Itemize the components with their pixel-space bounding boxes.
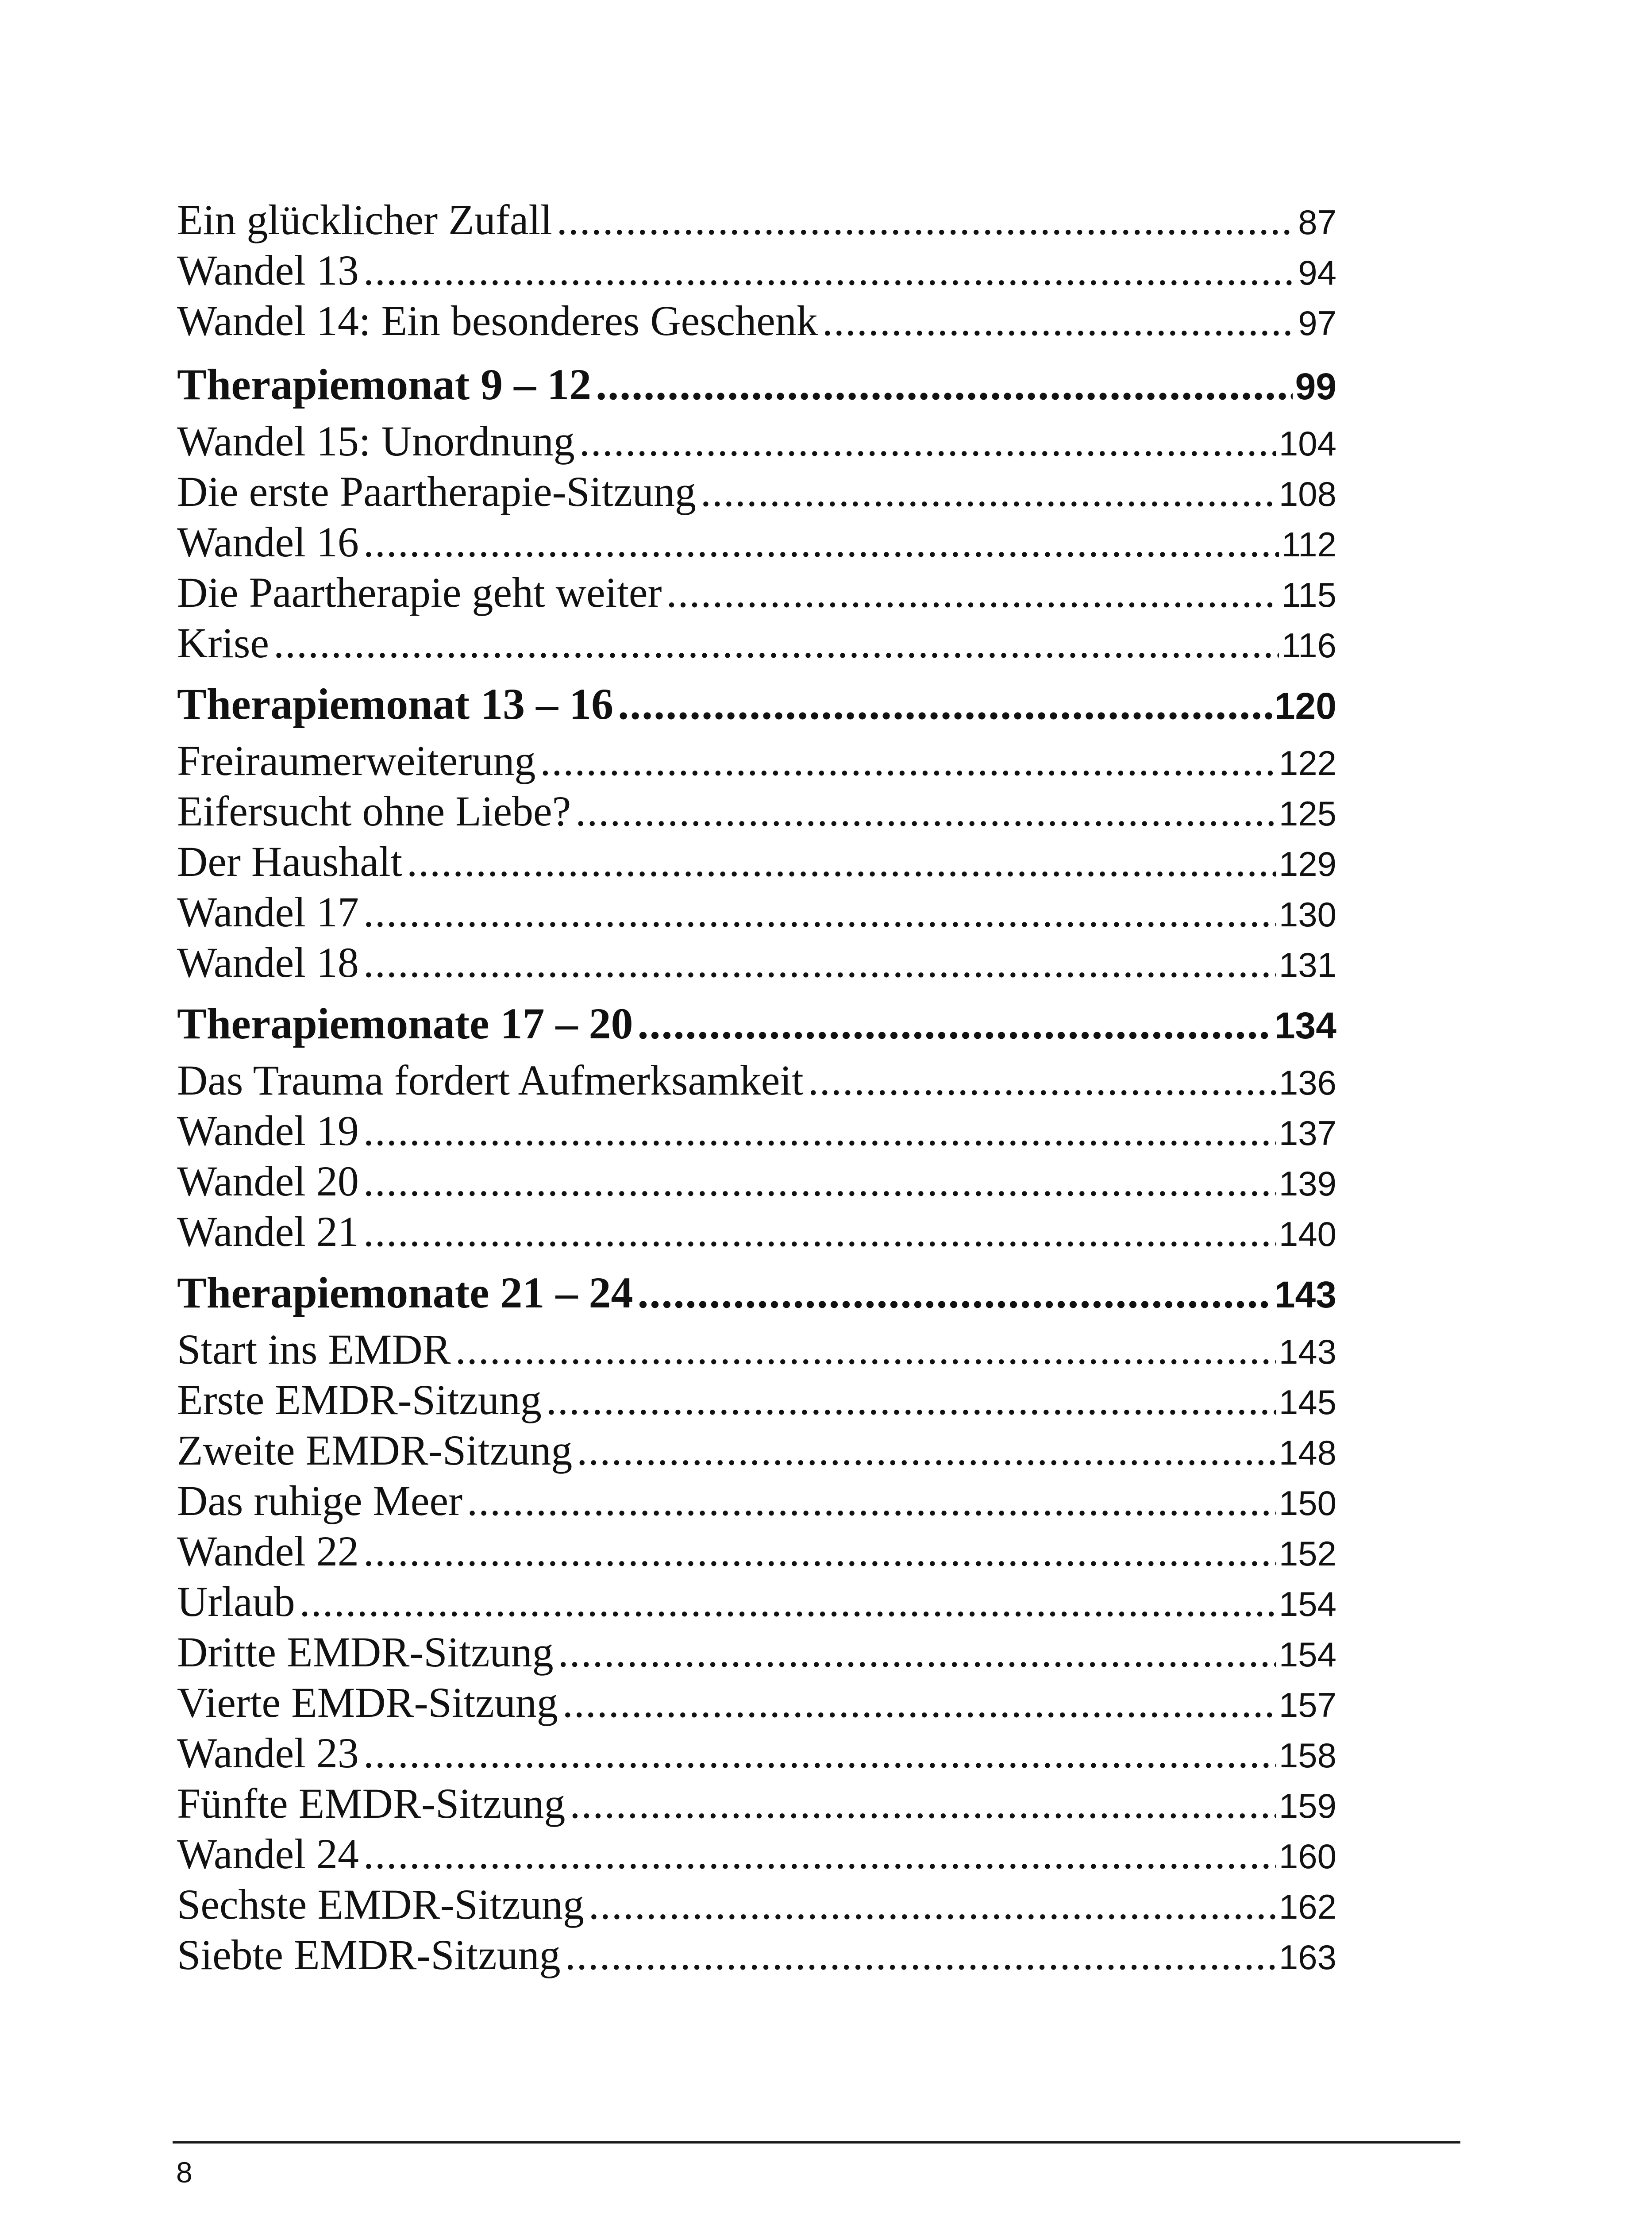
toc-entry xyxy=(177,1728,1336,1778)
toc-entry xyxy=(177,1526,1336,1577)
toc-entry-title: Therapiemonate 21 – 24 xyxy=(177,1268,633,1317)
dot-leader xyxy=(637,1268,1271,1318)
dot-leader xyxy=(363,1106,1276,1156)
dot-leader xyxy=(363,937,1276,988)
toc-entry-page: 158 xyxy=(1278,1736,1336,1775)
toc-entry-title: Therapiemonate 17 – 20 xyxy=(177,999,633,1048)
toc-entry xyxy=(177,1156,1336,1207)
toc-entry-title: Sechste EMDR-Sitzung xyxy=(177,1881,584,1928)
toc-entry-title: Das ruhige Meer xyxy=(177,1477,463,1524)
toc-entry-title: Die Paartherapie geht weiter xyxy=(177,569,662,616)
toc-entry-page: 99 xyxy=(1295,366,1336,407)
toc-entry-title: Vierte EMDR-Sitzung xyxy=(177,1679,558,1726)
toc-entry-page: 150 xyxy=(1278,1484,1336,1523)
dot-leader xyxy=(575,786,1276,837)
toc-entry-title: Zweite EMDR-Sitzung xyxy=(177,1426,573,1474)
dot-leader xyxy=(822,296,1295,346)
toc-entry-title: Das Trauma fordert Aufmerksamkeit xyxy=(177,1056,804,1104)
dot-leader xyxy=(666,567,1278,618)
toc-entry-title: Der Haushalt xyxy=(177,838,403,885)
toc-entry-page: 131 xyxy=(1278,945,1336,984)
toc-entry-title: Siebte EMDR-Sitzung xyxy=(177,1931,561,1978)
toc-entry xyxy=(177,618,1336,668)
toc-entry xyxy=(177,195,1336,245)
toc-entry-title: Therapiemonat 13 – 16 xyxy=(177,679,614,729)
toc-entry xyxy=(177,245,1336,296)
dot-leader xyxy=(455,1324,1276,1375)
toc-entry-page: 148 xyxy=(1278,1433,1336,1472)
dot-leader xyxy=(570,1778,1276,1829)
dot-leader xyxy=(618,679,1272,729)
dot-leader xyxy=(363,887,1276,937)
toc-entry-page: 160 xyxy=(1278,1837,1336,1876)
toc-entry-page: 125 xyxy=(1278,794,1336,833)
toc-entry-title: Wandel 22 xyxy=(177,1527,359,1575)
toc-entry xyxy=(177,1476,1336,1526)
toc-entry-title: Eifersucht ohne Liebe? xyxy=(177,787,571,835)
toc-entry-title: Start ins EMDR xyxy=(177,1326,451,1373)
table-of-contents xyxy=(177,195,1336,1980)
page-number: 8 xyxy=(176,2156,193,2189)
toc-entry-page: 143 xyxy=(1278,1332,1336,1371)
toc-entry-page: 137 xyxy=(1278,1114,1336,1153)
toc-entry-page: 134 xyxy=(1274,1005,1336,1046)
dot-leader xyxy=(558,1627,1276,1677)
toc-entry xyxy=(177,937,1336,988)
dot-leader xyxy=(589,1879,1276,1930)
toc-entry-page: 159 xyxy=(1278,1786,1336,1825)
dot-leader xyxy=(808,1055,1276,1106)
toc-entry-title: Dritte EMDR-Sitzung xyxy=(177,1628,554,1676)
toc-entry-page: 136 xyxy=(1278,1063,1336,1102)
toc-entry-title: Wandel 20 xyxy=(177,1157,359,1205)
dot-leader xyxy=(637,999,1271,1049)
toc-entry-page: 120 xyxy=(1274,685,1336,727)
dot-leader xyxy=(363,1728,1276,1778)
toc-entry-title: Krise xyxy=(177,619,269,667)
toc-entry-page: 143 xyxy=(1274,1274,1336,1315)
toc-entry xyxy=(177,1930,1336,1980)
toc-entry xyxy=(177,1879,1336,1930)
toc-entry xyxy=(177,467,1336,517)
toc-entry-page: 154 xyxy=(1278,1585,1336,1623)
dot-leader xyxy=(363,1207,1276,1257)
toc-entry-title: Wandel 21 xyxy=(177,1208,359,1255)
toc-entry xyxy=(177,837,1336,887)
dot-leader xyxy=(579,416,1276,467)
toc-entry-title: Wandel 23 xyxy=(177,1729,359,1777)
toc-entry-title: Ein glücklicher Zufall xyxy=(177,196,552,243)
dot-leader xyxy=(363,1156,1276,1207)
toc-entry-title: Fünfte EMDR-Sitzung xyxy=(177,1780,566,1827)
toc-entry-title: Wandel 15: Unordnung xyxy=(177,417,575,465)
toc-chapter-heading xyxy=(177,359,1336,410)
toc-entry xyxy=(177,517,1336,567)
toc-entry xyxy=(177,567,1336,618)
toc-entry-page: 130 xyxy=(1278,895,1336,934)
toc-entry xyxy=(177,1577,1336,1627)
dot-leader xyxy=(546,1375,1276,1425)
dot-leader xyxy=(363,1829,1276,1879)
dot-leader xyxy=(273,618,1279,668)
toc-entry xyxy=(177,1778,1336,1829)
toc-entry-page: 152 xyxy=(1278,1534,1336,1573)
toc-entry-page: 116 xyxy=(1281,626,1336,665)
toc-entry xyxy=(177,1106,1336,1156)
toc-entry xyxy=(177,416,1336,467)
toc-entry-page: 104 xyxy=(1278,424,1336,463)
toc-entry-page: 154 xyxy=(1278,1635,1336,1674)
toc-entry-page: 129 xyxy=(1278,844,1336,883)
toc-entry-title: Therapiemonat 9 – 12 xyxy=(177,360,592,409)
toc-entry-title: Die erste Paartherapie-Sitzung xyxy=(177,468,696,515)
dot-leader xyxy=(363,517,1279,567)
toc-entry-page: 122 xyxy=(1278,744,1336,783)
dot-leader xyxy=(363,1526,1276,1577)
dot-leader xyxy=(701,467,1276,517)
toc-entry-page: 139 xyxy=(1278,1164,1336,1203)
toc-chapter-heading xyxy=(177,679,1336,729)
toc-entry-page: 163 xyxy=(1278,1938,1336,1977)
toc-entry-title: Urlaub xyxy=(177,1578,295,1625)
toc-entry-page: 140 xyxy=(1278,1214,1336,1253)
toc-entry-page: 94 xyxy=(1298,253,1336,292)
toc-entry-page: 87 xyxy=(1298,203,1336,242)
toc-entry xyxy=(177,736,1336,786)
toc-entry-page: 97 xyxy=(1298,304,1336,343)
dot-leader xyxy=(300,1577,1276,1627)
toc-entry xyxy=(177,1055,1336,1106)
toc-entry-page: 162 xyxy=(1278,1887,1336,1926)
toc-entry-page: 145 xyxy=(1278,1383,1336,1422)
toc-chapter-heading xyxy=(177,1268,1336,1318)
dot-leader xyxy=(557,195,1296,245)
toc-entry xyxy=(177,887,1336,937)
dot-leader xyxy=(565,1930,1276,1980)
dot-leader xyxy=(596,359,1292,410)
toc-entry xyxy=(177,1627,1336,1677)
dot-leader xyxy=(562,1677,1276,1728)
dot-leader xyxy=(407,837,1276,887)
toc-entry-page: 112 xyxy=(1281,525,1336,564)
toc-entry xyxy=(177,1677,1336,1728)
toc-entry xyxy=(177,1829,1336,1879)
toc-entry xyxy=(177,1375,1336,1425)
toc-entry-title: Wandel 19 xyxy=(177,1107,359,1154)
toc-chapter-heading xyxy=(177,999,1336,1049)
toc-entry xyxy=(177,1324,1336,1375)
toc-entry-page: 115 xyxy=(1281,575,1336,614)
toc-entry-title: Wandel 17 xyxy=(177,888,359,936)
dot-leader xyxy=(577,1425,1276,1476)
dot-leader xyxy=(363,245,1295,296)
toc-entry xyxy=(177,786,1336,837)
toc-entry xyxy=(177,1425,1336,1476)
toc-entry-title: Wandel 13 xyxy=(177,247,359,294)
toc-entry-page: 108 xyxy=(1278,474,1336,513)
dot-leader xyxy=(467,1476,1276,1526)
dot-leader xyxy=(540,736,1276,786)
toc-entry-title: Wandel 16 xyxy=(177,518,359,566)
toc-entry xyxy=(177,1207,1336,1257)
toc-entry-page: 157 xyxy=(1278,1685,1336,1724)
toc-entry-title: Wandel 18 xyxy=(177,939,359,986)
toc-entry-title: Freiraumerweiterung xyxy=(177,737,536,784)
toc-entry-title: Wandel 24 xyxy=(177,1830,359,1878)
footer-rule xyxy=(173,2141,1460,2144)
toc-entry-title: Wandel 14: Ein besonderes Geschenk xyxy=(177,297,818,344)
toc-entry-title: Erste EMDR-Sitzung xyxy=(177,1376,542,1423)
toc-entry xyxy=(177,296,1336,346)
